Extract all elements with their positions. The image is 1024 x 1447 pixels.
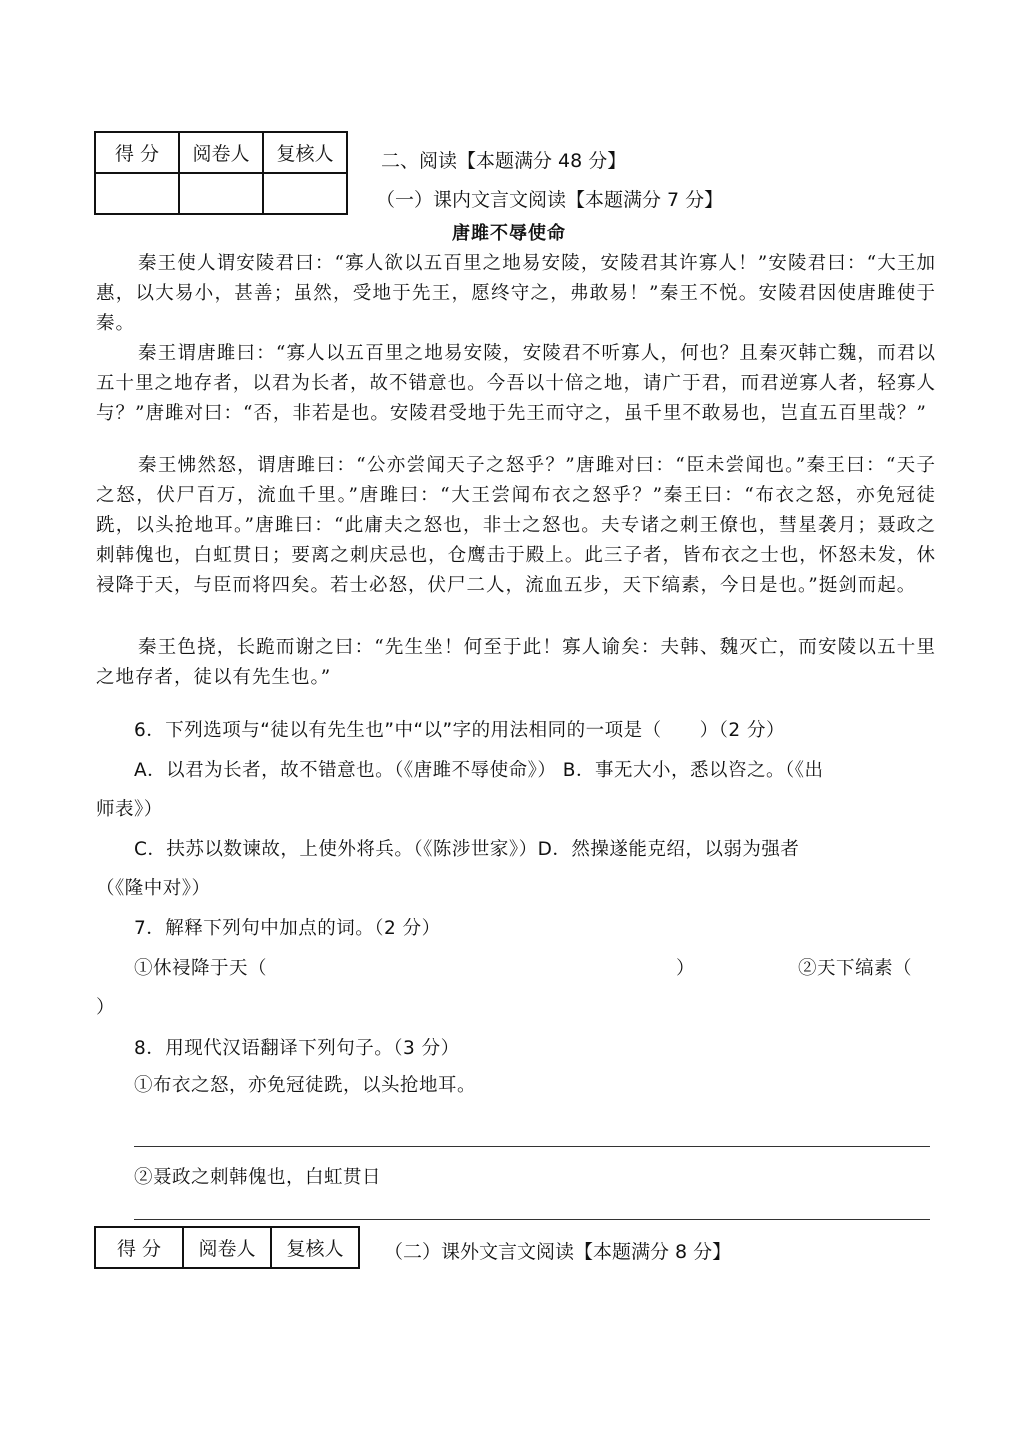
question-6-options-cd-cont: （《隆中对》） — [96, 878, 211, 899]
passage-paragraph-2: 秦王谓唐雎曰：“寡人以五百里之地易安陵，安陵君不听寡人，何也？且秦灭韩亡魏，而君以五十里之地存者，以君为长者，故不错意也。今吾以十倍之地，请广于君，而君逆寡人者，轻寡人与？”唐雎对曰：“否，非若是也。安陵君受地于先王而守之，虽千里不敢易也，岂直五百里哉？” — [96, 343, 936, 424]
score-table-bottom — [94, 1226, 360, 1269]
question-8-item-1: ①布衣之怒，亦免冠徒跣，以头抢地耳。 — [134, 1075, 477, 1096]
grader-header: 阅卷人 — [179, 132, 263, 173]
reviewer-header: 复核人 — [263, 132, 347, 173]
score-table-top — [94, 131, 348, 215]
question-6-stem: 6．下列选项与“徒以有先生也”中“以”字的用法相同的一项是（ ）（2 分） — [134, 720, 786, 741]
reviewer-cell[interactable] — [263, 173, 347, 214]
reviewer-header: 复核人 — [271, 1227, 359, 1268]
score-header: 得 分 — [95, 1227, 183, 1268]
question-7-item-1: ①休祲降于天（ — [134, 958, 268, 979]
question-7-item-2: ②天下缟素（ — [798, 958, 913, 979]
question-6-options-cd: C．扶苏以数谏故，上使外将兵。（《陈涉世家》）D．然操遂能克绍，以弱为强者 — [134, 839, 800, 860]
passage-title: 唐雎不辱使命 — [452, 223, 566, 244]
question-6-options-ab-cont: 师表》） — [96, 799, 163, 820]
answer-line-1[interactable] — [134, 1146, 930, 1147]
question-8-item-2: ②聂政之刺韩傀也，白虹贯日 — [134, 1167, 382, 1188]
passage-paragraph-3: 秦王怫然怒，谓唐雎曰：“公亦尝闻天子之怒乎？”唐雎对曰：“臣未尝闻也。”秦王曰：“天子之怒，伏尸百万，流血千里。”唐雎曰：“大王尝闻布衣之怒乎？”秦王曰：“布衣之怒，亦免冠徒跣，以头抢地耳。”唐雎曰：“此庸夫之怒也，非士之怒也。夫专诸之刺王僚也，彗星袭月；聂政之刺韩傀也，白虹贯日；要离之刺庆忌也，仓鹰击于殿上。此三子者，皆布衣之士也，怀怒未发，休 祲降于天，与臣而将四矣。若士必怒，伏尸二人，流血五步，天下缟素，今日是也。”挺剑而起。 — [96, 455, 936, 596]
question-7-stem: 7．解释下列句中加点的词。（2 分） — [134, 918, 441, 939]
subsection-heading-2: （二）课外文言文阅读【本题满分 8 分】 — [384, 1241, 732, 1263]
section-heading: 二、阅读【本题满分 48 分】 — [381, 150, 627, 172]
question-7-item-1-close: ） — [676, 958, 696, 979]
question-8-stem: 8．用现代汉语翻译下列句子。（3 分） — [134, 1038, 460, 1059]
grader-header: 阅卷人 — [183, 1227, 271, 1268]
answer-line-2[interactable] — [134, 1219, 930, 1220]
passage-paragraph-1: 秦王使人谓安陵君曰：“寡人欲以五百里之地易安陵，安陵君其许寡人！”安陵君曰：“大王加惠，以大易小，甚善；虽然，受地于先王，愿终守之，弗敢易！”秦王不悦。安陵君因使唐雎使于秦。 — [96, 253, 936, 334]
question-7-item-2-close: ） — [96, 997, 116, 1018]
passage-paragraph-4: 秦王色挠，长跪而谢之曰：“先生坐！何至于此！寡人谕矣：夫韩、魏灭亡，而安陵以五十里之地存者，徒以有先生也。” — [96, 637, 936, 688]
grader-cell[interactable] — [179, 173, 263, 214]
score-cell[interactable] — [95, 173, 179, 214]
question-7-answer-1[interactable] — [290, 952, 670, 982]
score-header: 得 分 — [95, 132, 179, 173]
subsection-heading-1: （一）课内文言文阅读【本题满分 7 分】 — [376, 189, 724, 211]
question-6-options-ab: A．以君为长者，故不错意也。（《唐雎不辱使命》） B．事无大小，悉以咨之。（《出 — [134, 760, 824, 781]
